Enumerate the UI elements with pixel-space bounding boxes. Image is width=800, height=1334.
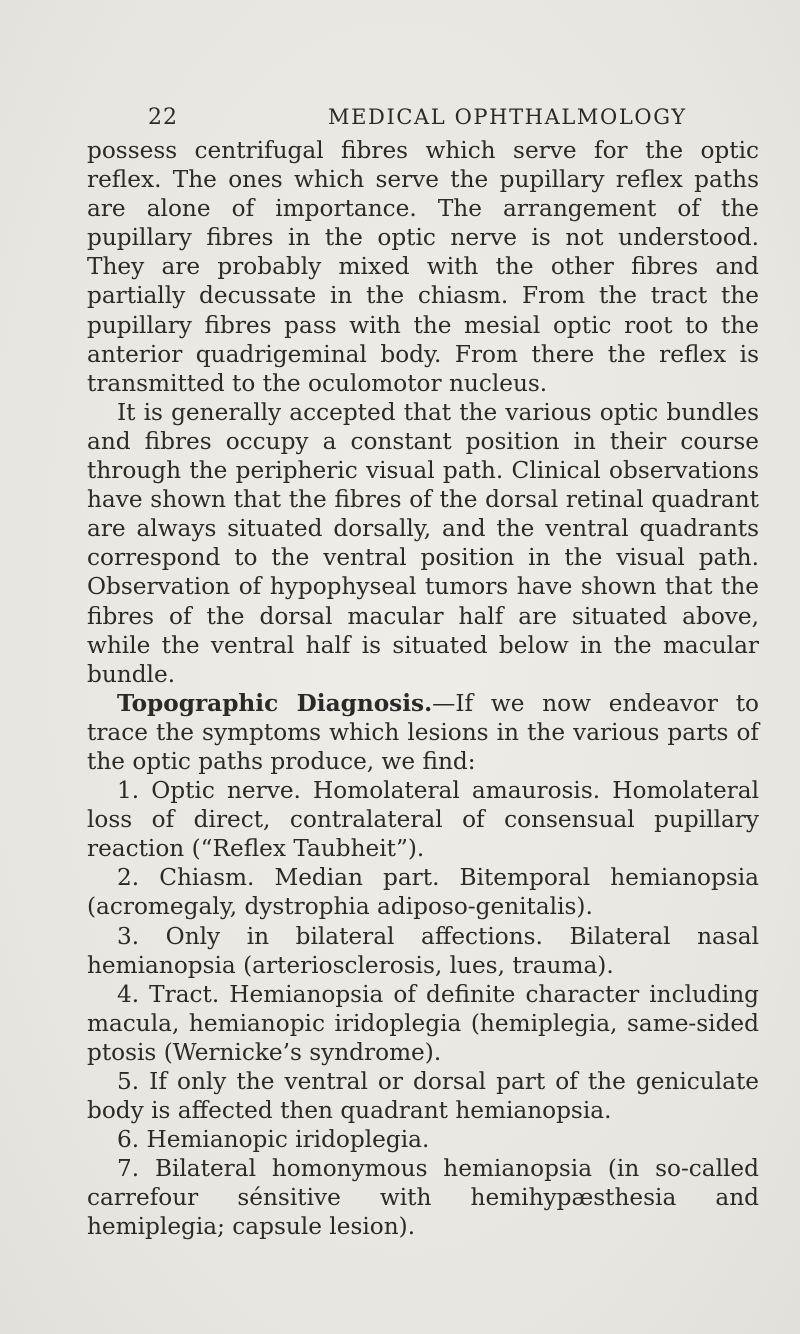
list-item-text: 1. Optic nerve. Homolateral amaurosis. Homolateral loss of direct, contralateral of consensual pupillary reaction (“Reflex Taubheit”). [87, 777, 759, 863]
list-item-text: 3. Only in bilateral affections. Bilateral nasal hemianopsia (arteriosclerosis, lues, trauma). [87, 922, 759, 979]
list-item-optic-nerve [87, 776, 759, 863]
paragraph-topographic-diagnosis [87, 689, 759, 776]
running-title: MEDICAL OPHTHALMOLOGY [328, 105, 687, 129]
list-item-text: 2. Chiasm. Median part. Bitemporal hemianopsia (acromegaly, dystrophia adiposo-genitalis). [87, 864, 759, 921]
running-head [60, 0, 750, 140]
list-item-text: 6. Hemianopic iridoplegia. [117, 1126, 430, 1154]
list-item-text: 5. If only the ventral or dorsal part of the geniculate body is affected then quadrant hemianopsia. [87, 1068, 759, 1125]
list-item-homonymous [87, 1154, 759, 1241]
paragraph-optic-bundles [87, 398, 759, 689]
page-number: 22 [148, 105, 178, 130]
section-heading: Topographic Diagnosis. [117, 689, 433, 717]
paragraph-text: It is generally accepted that the various optic bundles and fibres occupy a constant position in their course through the peripheric visual path. Clinical observations have shown that the fibres of the dorsal retinal quadrant are always situated dorsally, and the ventral quadrants correspond to the ventral position in the visual path. Observation of hypophyseal tumors have shown that the fibres of the dorsal macular half are situated above, while the ventral half is situated below in the macular bundle. [87, 398, 759, 688]
paragraph-optic-reflex [87, 136, 759, 398]
paragraph-text: —If we now endeavor to trace the symptoms which lesions in the various parts of the optic paths produce, we find: [87, 689, 759, 775]
list-item-text: 4. Tract. Hemianopsia of definite character including macula, hemianopic iridoplegia (hemiplegia, same-sided ptosis (Wernicke’s syndrome). [87, 980, 759, 1066]
list-item-text: 7. Bilateral homonymous hemianopsia (in so-called carrefour sénsitive with hemihypæsthesia and hemiplegia; capsule lesion). [87, 1155, 759, 1241]
list-item-geniculate [87, 1067, 759, 1125]
body-text [87, 136, 759, 1242]
paragraph-text: possess centrifugal fibres which serve for the optic reflex. The ones which serve the pupillary reflex paths are alone of importance. The arrangement of the pupillary fibres in the optic nerve is not understood. They are probably mixed with the other fibres and partially decussate in the chiasm. From the tract the pupillary fibres pass with the mesial optic root to the anterior quadrigeminal body. From there the reflex is transmitted to the oculomotor nucleus. [87, 137, 759, 397]
list-item-tract [87, 980, 759, 1067]
list-item-bilateral [87, 922, 759, 980]
list-item-chiasm [87, 863, 759, 921]
list-item-iridoplegia [87, 1125, 759, 1154]
